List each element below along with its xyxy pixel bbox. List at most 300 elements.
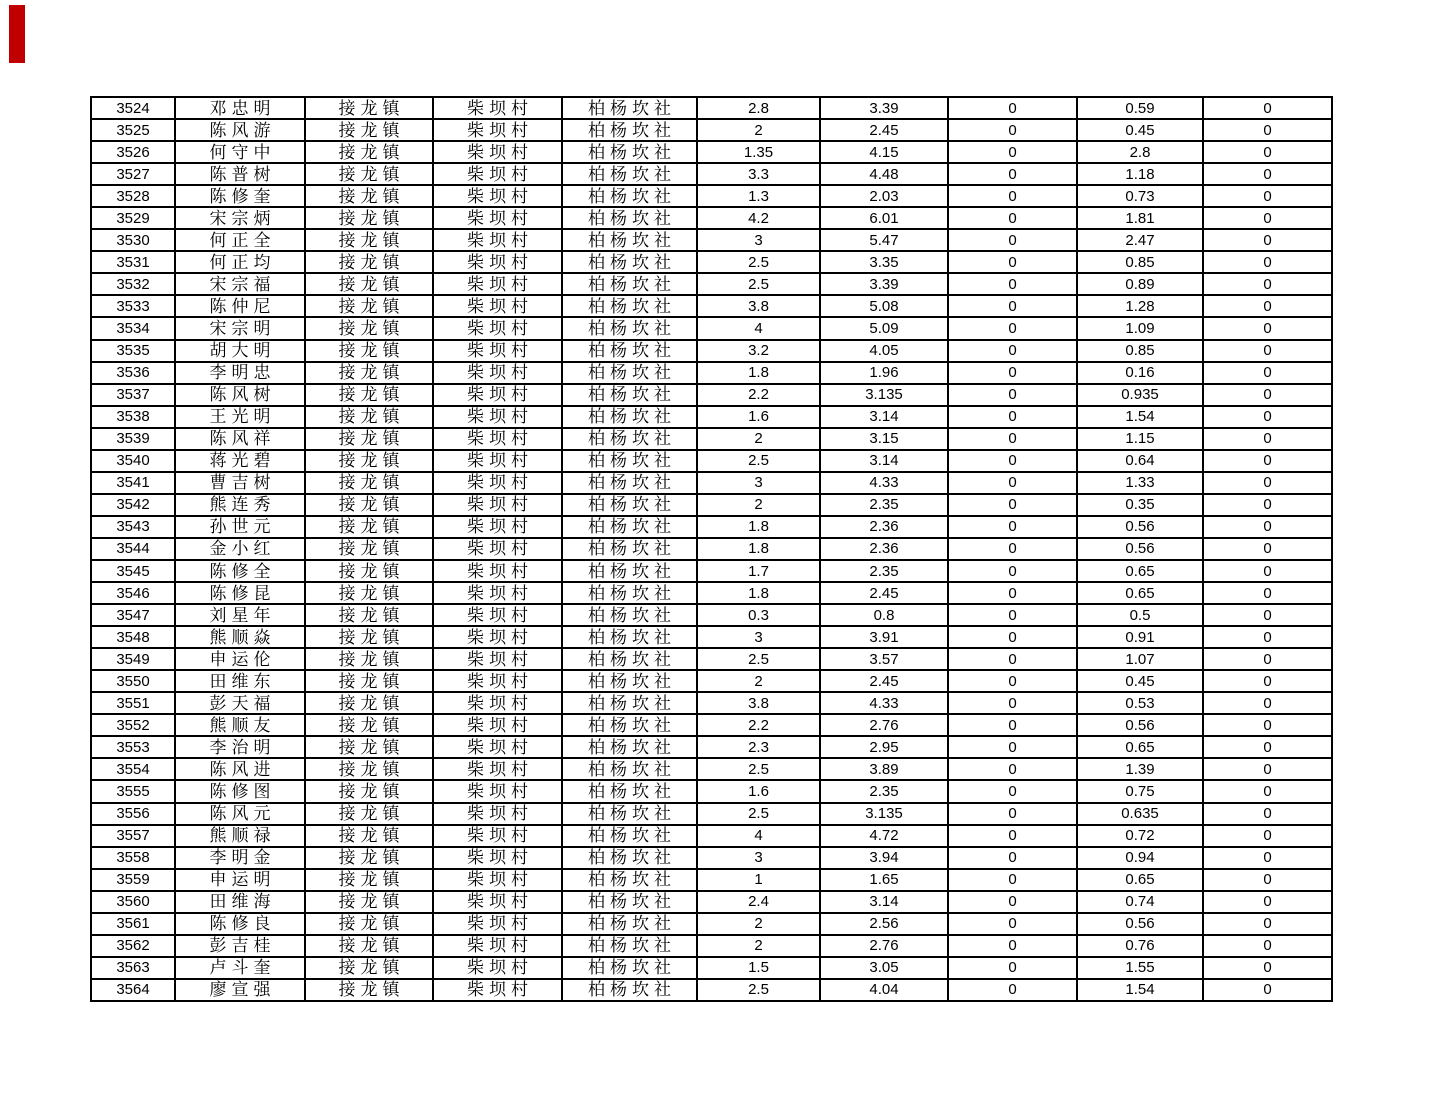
serial-cell: 3536 [91,362,175,384]
value5-cell: 0 [1203,935,1332,957]
value4-cell: 1.18 [1077,163,1203,185]
town-cell: 接龙镇 [305,362,433,384]
village-cell: 柴坝村 [433,516,562,538]
serial-cell: 3546 [91,582,175,604]
value3-cell: 0 [948,979,1077,1001]
group-cell: 柏杨坎社 [562,758,697,780]
value5-cell: 0 [1203,648,1332,670]
town-cell: 接龙镇 [305,736,433,758]
value3-cell: 0 [948,450,1077,472]
value3-cell: 0 [948,780,1077,802]
value5-cell: 0 [1203,362,1332,384]
town-cell: 接龙镇 [305,957,433,979]
value2-cell: 3.15 [820,428,948,450]
value3-cell: 0 [948,317,1077,339]
town-cell: 接龙镇 [305,97,433,119]
serial-cell: 3563 [91,957,175,979]
group-cell: 柏杨坎社 [562,406,697,428]
value2-cell: 2.76 [820,935,948,957]
value4-cell: 1.39 [1077,758,1203,780]
name-cell: 李明金 [175,847,305,869]
serial-cell: 3559 [91,869,175,891]
group-cell: 柏杨坎社 [562,207,697,229]
value3-cell: 0 [948,273,1077,295]
serial-cell: 3552 [91,714,175,736]
serial-cell: 3550 [91,670,175,692]
value4-cell: 2.47 [1077,229,1203,251]
value2-cell: 3.14 [820,406,948,428]
table-row [91,229,1332,251]
value3-cell: 0 [948,538,1077,560]
value1-cell: 4 [697,317,820,339]
value4-cell: 0.16 [1077,362,1203,384]
table-row [91,913,1332,935]
value2-cell: 2.35 [820,780,948,802]
town-cell: 接龙镇 [305,758,433,780]
value2-cell: 6.01 [820,207,948,229]
town-cell: 接龙镇 [305,869,433,891]
table-row [91,670,1332,692]
value5-cell: 0 [1203,582,1332,604]
value2-cell: 3.94 [820,847,948,869]
value4-cell: 0.73 [1077,185,1203,207]
value5-cell: 0 [1203,251,1332,273]
group-cell: 柏杨坎社 [562,450,697,472]
value5-cell: 0 [1203,229,1332,251]
value5-cell: 0 [1203,384,1332,406]
value4-cell: 1.09 [1077,317,1203,339]
village-cell: 柴坝村 [433,141,562,163]
serial-cell: 3555 [91,780,175,802]
town-cell: 接龙镇 [305,295,433,317]
group-cell: 柏杨坎社 [562,538,697,560]
group-cell: 柏杨坎社 [562,957,697,979]
value1-cell: 0.3 [697,604,820,626]
value2-cell: 2.36 [820,538,948,560]
value5-cell: 0 [1203,670,1332,692]
group-cell: 柏杨坎社 [562,736,697,758]
town-cell: 接龙镇 [305,450,433,472]
value4-cell: 0.56 [1077,913,1203,935]
value3-cell: 0 [948,648,1077,670]
value1-cell: 2 [697,670,820,692]
group-cell: 柏杨坎社 [562,979,697,1001]
group-cell: 柏杨坎社 [562,891,697,913]
serial-cell: 3537 [91,384,175,406]
table-row [91,185,1332,207]
value1-cell: 1.8 [697,362,820,384]
town-cell: 接龙镇 [305,604,433,626]
value1-cell: 3 [697,472,820,494]
town-cell: 接龙镇 [305,494,433,516]
value1-cell: 2 [697,935,820,957]
town-cell: 接龙镇 [305,163,433,185]
value5-cell: 0 [1203,626,1332,648]
value2-cell: 2.45 [820,670,948,692]
village-cell: 柴坝村 [433,384,562,406]
value4-cell: 0.45 [1077,670,1203,692]
name-cell: 熊顺焱 [175,626,305,648]
serial-cell: 3538 [91,406,175,428]
value2-cell: 2.45 [820,582,948,604]
value4-cell: 0.65 [1077,869,1203,891]
name-cell: 田维东 [175,670,305,692]
serial-cell: 3524 [91,97,175,119]
serial-cell: 3545 [91,560,175,582]
table-row [91,384,1332,406]
value2-cell: 3.14 [820,450,948,472]
village-cell: 柴坝村 [433,714,562,736]
value1-cell: 2.8 [697,97,820,119]
value5-cell: 0 [1203,825,1332,847]
village-cell: 柴坝村 [433,560,562,582]
table-row [91,648,1332,670]
value4-cell: 0.5 [1077,604,1203,626]
table-row [91,957,1332,979]
value4-cell: 1.15 [1077,428,1203,450]
serial-cell: 3560 [91,891,175,913]
value1-cell: 3.3 [697,163,820,185]
name-cell: 田维海 [175,891,305,913]
value1-cell: 2.5 [697,648,820,670]
value1-cell: 4.2 [697,207,820,229]
table-row [91,119,1332,141]
value4-cell: 1.54 [1077,406,1203,428]
value1-cell: 4 [697,825,820,847]
value3-cell: 0 [948,582,1077,604]
village-cell: 柴坝村 [433,736,562,758]
value3-cell: 0 [948,119,1077,141]
value4-cell: 0.65 [1077,560,1203,582]
name-cell: 陈风祥 [175,428,305,450]
value4-cell: 2.8 [1077,141,1203,163]
table-row [91,516,1332,538]
value5-cell: 0 [1203,692,1332,714]
village-cell: 柴坝村 [433,935,562,957]
value4-cell: 0.935 [1077,384,1203,406]
value3-cell: 0 [948,516,1077,538]
value2-cell: 3.57 [820,648,948,670]
value3-cell: 0 [948,560,1077,582]
serial-cell: 3529 [91,207,175,229]
value3-cell: 0 [948,736,1077,758]
village-cell: 柴坝村 [433,538,562,560]
village-cell: 柴坝村 [433,626,562,648]
table-row [91,825,1332,847]
village-cell: 柴坝村 [433,406,562,428]
group-cell: 柏杨坎社 [562,560,697,582]
village-cell: 柴坝村 [433,362,562,384]
value1-cell: 2 [697,913,820,935]
serial-cell: 3564 [91,979,175,1001]
table-row [91,626,1332,648]
value2-cell: 4.33 [820,472,948,494]
village-cell: 柴坝村 [433,119,562,141]
value2-cell: 2.35 [820,560,948,582]
red-marker [9,5,25,63]
value4-cell: 0.56 [1077,538,1203,560]
group-cell: 柏杨坎社 [562,626,697,648]
table-row [91,362,1332,384]
value4-cell: 0.85 [1077,251,1203,273]
table-row [91,538,1332,560]
value5-cell: 0 [1203,295,1332,317]
value2-cell: 3.135 [820,384,948,406]
value2-cell: 2.35 [820,494,948,516]
name-cell: 陈风进 [175,758,305,780]
table-row [91,692,1332,714]
village-cell: 柴坝村 [433,163,562,185]
group-cell: 柏杨坎社 [562,340,697,362]
value3-cell: 0 [948,295,1077,317]
table-row [91,891,1332,913]
value1-cell: 1.3 [697,185,820,207]
value4-cell: 0.64 [1077,450,1203,472]
value4-cell: 0.65 [1077,736,1203,758]
serial-cell: 3544 [91,538,175,560]
value2-cell: 3.135 [820,803,948,825]
value5-cell: 0 [1203,273,1332,295]
table-row [91,847,1332,869]
name-cell: 陈普树 [175,163,305,185]
value1-cell: 1.7 [697,560,820,582]
value1-cell: 2.5 [697,251,820,273]
name-cell: 曹吉树 [175,472,305,494]
value1-cell: 1.6 [697,780,820,802]
name-cell: 宋宗福 [175,273,305,295]
village-cell: 柴坝村 [433,317,562,339]
group-cell: 柏杨坎社 [562,714,697,736]
value3-cell: 0 [948,957,1077,979]
serial-cell: 3557 [91,825,175,847]
group-cell: 柏杨坎社 [562,516,697,538]
value2-cell: 4.15 [820,141,948,163]
value1-cell: 3 [697,847,820,869]
value5-cell: 0 [1203,450,1332,472]
table-row [91,295,1332,317]
name-cell: 宋宗明 [175,317,305,339]
value3-cell: 0 [948,340,1077,362]
name-cell: 李治明 [175,736,305,758]
group-cell: 柏杨坎社 [562,229,697,251]
serial-cell: 3542 [91,494,175,516]
table-row [91,560,1332,582]
town-cell: 接龙镇 [305,516,433,538]
value3-cell: 0 [948,207,1077,229]
group-cell: 柏杨坎社 [562,141,697,163]
town-cell: 接龙镇 [305,119,433,141]
value5-cell: 0 [1203,803,1332,825]
name-cell: 陈风游 [175,119,305,141]
name-cell: 陈风树 [175,384,305,406]
name-cell: 卢斗奎 [175,957,305,979]
village-cell: 柴坝村 [433,494,562,516]
name-cell: 熊顺友 [175,714,305,736]
value5-cell: 0 [1203,163,1332,185]
town-cell: 接龙镇 [305,472,433,494]
table-row [91,163,1332,185]
village-cell: 柴坝村 [433,185,562,207]
value1-cell: 2 [697,119,820,141]
name-cell: 李明忠 [175,362,305,384]
value2-cell: 2.45 [820,119,948,141]
town-cell: 接龙镇 [305,913,433,935]
table-row [91,869,1332,891]
village-cell: 柴坝村 [433,604,562,626]
serial-cell: 3528 [91,185,175,207]
group-cell: 柏杨坎社 [562,119,697,141]
serial-cell: 3540 [91,450,175,472]
town-cell: 接龙镇 [305,648,433,670]
name-cell: 何守中 [175,141,305,163]
town-cell: 接龙镇 [305,780,433,802]
value1-cell: 1.8 [697,538,820,560]
value4-cell: 1.55 [1077,957,1203,979]
group-cell: 柏杨坎社 [562,472,697,494]
value5-cell: 0 [1203,119,1332,141]
value5-cell: 0 [1203,736,1332,758]
town-cell: 接龙镇 [305,891,433,913]
table-row [91,736,1332,758]
village-cell: 柴坝村 [433,758,562,780]
serial-cell: 3556 [91,803,175,825]
name-cell: 蒋光碧 [175,450,305,472]
value1-cell: 3.8 [697,295,820,317]
value1-cell: 2.5 [697,273,820,295]
value2-cell: 0.8 [820,604,948,626]
value1-cell: 2.3 [697,736,820,758]
name-cell: 刘星年 [175,604,305,626]
value3-cell: 0 [948,163,1077,185]
group-cell: 柏杨坎社 [562,384,697,406]
town-cell: 接龙镇 [305,406,433,428]
town-cell: 接龙镇 [305,560,433,582]
value5-cell: 0 [1203,913,1332,935]
town-cell: 接龙镇 [305,626,433,648]
group-cell: 柏杨坎社 [562,251,697,273]
table-row [91,273,1332,295]
value1-cell: 3 [697,626,820,648]
table-row [91,604,1332,626]
name-cell: 何正均 [175,251,305,273]
table-row [91,780,1332,802]
value1-cell: 2.5 [697,803,820,825]
village-cell: 柴坝村 [433,847,562,869]
village-cell: 柴坝村 [433,229,562,251]
value2-cell: 3.35 [820,251,948,273]
serial-cell: 3548 [91,626,175,648]
value4-cell: 0.75 [1077,780,1203,802]
value3-cell: 0 [948,472,1077,494]
value4-cell: 0.35 [1077,494,1203,516]
value2-cell: 2.95 [820,736,948,758]
serial-cell: 3525 [91,119,175,141]
village-cell: 柴坝村 [433,979,562,1001]
village-cell: 柴坝村 [433,251,562,273]
value4-cell: 0.89 [1077,273,1203,295]
value2-cell: 1.65 [820,869,948,891]
name-cell: 陈修奎 [175,185,305,207]
value1-cell: 3.2 [697,340,820,362]
table-row [91,582,1332,604]
name-cell: 何正全 [175,229,305,251]
value1-cell: 1.6 [697,406,820,428]
town-cell: 接龙镇 [305,692,433,714]
group-cell: 柏杨坎社 [562,494,697,516]
village-cell: 柴坝村 [433,295,562,317]
value2-cell: 5.08 [820,295,948,317]
value4-cell: 1.28 [1077,295,1203,317]
serial-cell: 3539 [91,428,175,450]
value4-cell: 0.53 [1077,692,1203,714]
name-cell: 陈修昆 [175,582,305,604]
value5-cell: 0 [1203,957,1332,979]
value1-cell: 1.8 [697,516,820,538]
value3-cell: 0 [948,758,1077,780]
value5-cell: 0 [1203,185,1332,207]
town-cell: 接龙镇 [305,207,433,229]
town-cell: 接龙镇 [305,384,433,406]
town-cell: 接龙镇 [305,825,433,847]
group-cell: 柏杨坎社 [562,97,697,119]
value5-cell: 0 [1203,97,1332,119]
value2-cell: 4.33 [820,692,948,714]
value5-cell: 0 [1203,516,1332,538]
value1-cell: 2 [697,494,820,516]
town-cell: 接龙镇 [305,847,433,869]
name-cell: 陈仲尼 [175,295,305,317]
town-cell: 接龙镇 [305,229,433,251]
name-cell: 彭吉桂 [175,935,305,957]
value1-cell: 2.2 [697,714,820,736]
group-cell: 柏杨坎社 [562,935,697,957]
village-cell: 柴坝村 [433,340,562,362]
value3-cell: 0 [948,97,1077,119]
value4-cell: 0.635 [1077,803,1203,825]
value2-cell: 3.39 [820,97,948,119]
value4-cell: 0.56 [1077,516,1203,538]
value3-cell: 0 [948,825,1077,847]
village-cell: 柴坝村 [433,648,562,670]
table-row [91,251,1332,273]
value5-cell: 0 [1203,494,1332,516]
group-cell: 柏杨坎社 [562,803,697,825]
value1-cell: 2.5 [697,758,820,780]
value1-cell: 2 [697,428,820,450]
value1-cell: 1.5 [697,957,820,979]
name-cell: 彭天福 [175,692,305,714]
village-cell: 柴坝村 [433,428,562,450]
value3-cell: 0 [948,714,1077,736]
serial-cell: 3554 [91,758,175,780]
group-cell: 柏杨坎社 [562,692,697,714]
value3-cell: 0 [948,229,1077,251]
town-cell: 接龙镇 [305,670,433,692]
value5-cell: 0 [1203,538,1332,560]
town-cell: 接龙镇 [305,979,433,1001]
table-row [91,406,1332,428]
group-cell: 柏杨坎社 [562,825,697,847]
value3-cell: 0 [948,251,1077,273]
value3-cell: 0 [948,384,1077,406]
town-cell: 接龙镇 [305,340,433,362]
value5-cell: 0 [1203,891,1332,913]
value5-cell: 0 [1203,780,1332,802]
group-cell: 柏杨坎社 [562,185,697,207]
table-row [91,141,1332,163]
value2-cell: 5.47 [820,229,948,251]
name-cell: 孙世元 [175,516,305,538]
